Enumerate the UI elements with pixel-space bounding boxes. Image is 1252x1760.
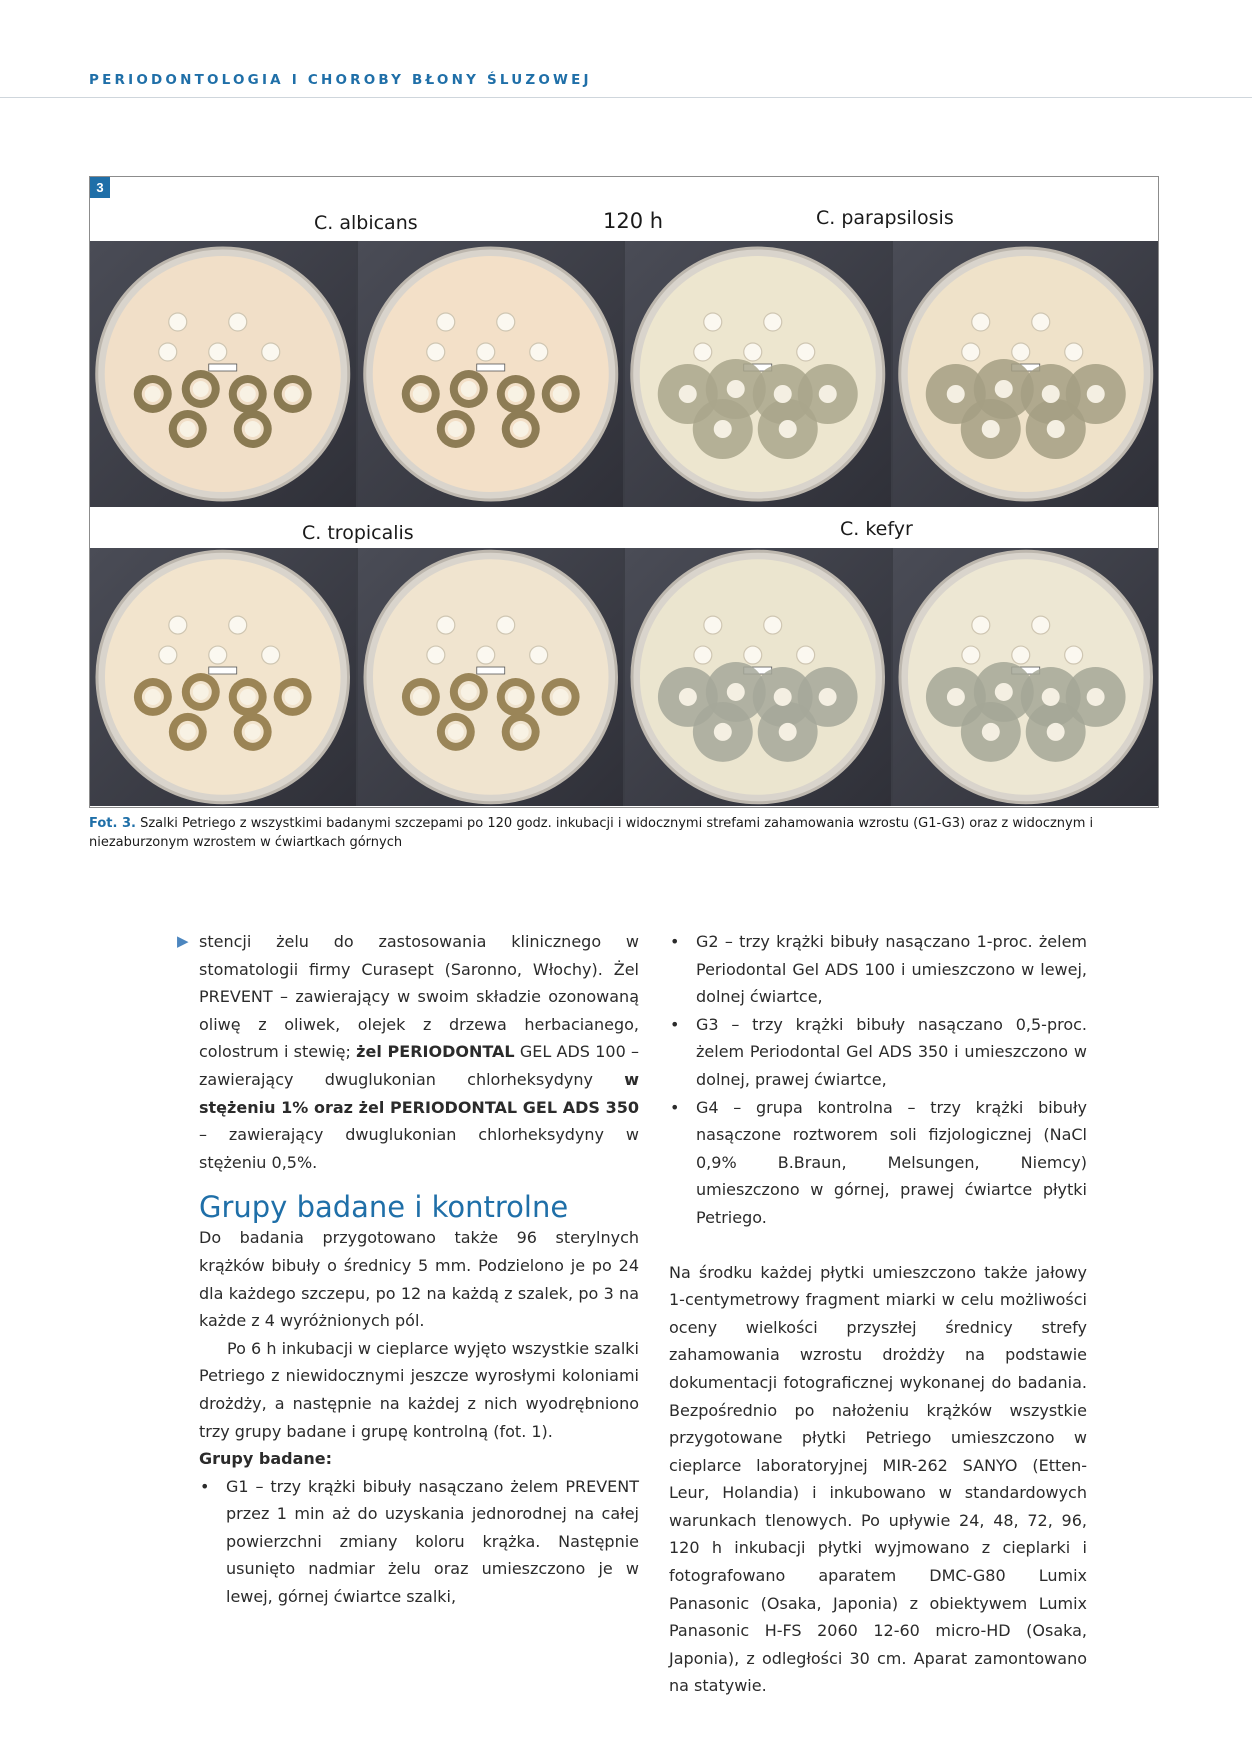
group-list <box>199 1473 639 1611</box>
list-item-g1: • G1 – trzy krążki bibuły nasączano żelem PREVENT przez 1 min aż do uzyskania jednorodnej na całej powierzchni zmiany koloru krążka. Następnie usunięto nadmiar żelu oraz umieszczono je w lewej, górnej ćwiartce szalki, <box>199 1473 639 1611</box>
label-c-kefyr: C. kefyr <box>840 518 913 540</box>
text-span: stencji żelu do zastosowania klinicznego w stomatologii firmy Curasept (Saronno, Włochy). Żel PREVENT – zawierający w swoim składzie ozonowaną oliwę z oliwek, olejek z drzewa herbacianego, colostrum i stewię; <box>199 932 639 1062</box>
list-item-g4: • G4 – grupa kontrolna – trzy krążki bibuły nasączone roztworem soli fizjologicznej (NaCl 0,9% B.Braun, Melsungen, Niemcy) umieszczono w górnej, prawej ćwiartce płytki Petriego. <box>669 1094 1087 1232</box>
petri-dish-photo <box>625 241 891 507</box>
label-c-albicans: C. albicans <box>314 212 418 234</box>
plate-photos-bottom <box>90 548 1158 806</box>
list-item-g3: • G3 – trzy krążki bibuły nasączano 0,5-proc. żelem Periodontal Gel ADS 350 i umieszczono w dolnej, prawej ćwiartce, <box>669 1011 1087 1094</box>
label-time: 120 h <box>603 209 664 233</box>
bold-span: w stężeniu 1% oraz żel PERIODONTAL GEL ADS 350 <box>199 1069 639 1117</box>
figure-caption <box>89 814 1169 852</box>
paragraph-incubation: Po 6 h inkubacji w cieplarce wyjęto wszystkie szalki Petriego z niewidocznymi jeszcze wyrosłymi koloniami drożdży, a następnie na każdej z nich wyodrębniono trzy grupy badane i grupę kontrolną (fot. 1). <box>199 1338 639 1441</box>
bold-span: żel PERIODONTAL <box>356 1042 515 1062</box>
plate-photos-top <box>90 241 1158 507</box>
petri-dish-photo <box>625 548 891 806</box>
label-c-parapsilosis: C. parapsilosis <box>816 207 954 229</box>
text-span: – zawierający dwuglukonian chlorheksydyny w stężeniu 0,5%. <box>199 1125 639 1172</box>
petri-dish-illustration <box>358 548 624 806</box>
running-head: PERIODONTOLOGIA I CHOROBY BŁONY ŚLUZOWEJ <box>89 72 592 88</box>
petri-dish-photo <box>358 241 624 507</box>
petri-dish-photo <box>358 548 624 806</box>
petri-dish-illustration <box>90 548 356 806</box>
petri-dish-photo <box>90 548 356 806</box>
figure-3 <box>89 176 1159 808</box>
header-rule <box>0 97 1252 98</box>
label-c-tropicalis: C. tropicalis <box>302 522 414 544</box>
paragraph-gels <box>199 928 639 1176</box>
petri-dish-photo <box>893 548 1159 806</box>
petri-dish-illustration <box>625 548 891 806</box>
petri-dish-illustration <box>358 241 624 507</box>
subheading-groups: Grupy badane: <box>199 1449 333 1469</box>
paragraph-disks: Do badania przygotowano także 96 sterylnych krążków bibuły o średnicy 5 mm. Podzielono je po 24 dla każdego szczepu, po 12 na każdą z szalek, po 3 na każde z 4 wyróżnionych pól. <box>199 1228 639 1331</box>
section-heading: Grupy badane i kontrolne <box>199 1190 569 1225</box>
petri-dish-photo <box>90 241 356 507</box>
caption-prefix: Fot. 3. <box>89 816 136 831</box>
petri-dish-illustration <box>625 241 891 507</box>
figure-number: 3 <box>90 177 110 198</box>
petri-dish-illustration <box>893 241 1159 507</box>
list-item-g2: • G2 – trzy krążki bibuły nasączano 1-proc. żelem Periodontal Gel ADS 100 i umieszczono w lewej, dolnej ćwiartce, <box>669 928 1087 1011</box>
right-column <box>669 928 1087 1700</box>
caption-text: Szalki Petriego z wszystkimi badanymi szczepami po 120 godz. inkubacji i widocznymi strefami zahamowania wzrostu (G1-G3) oraz z widocznym i niezaburzonym wzrostem w ćwiartkach górnych <box>89 816 1094 850</box>
petri-dish-illustration <box>893 548 1159 806</box>
text-span: GEL ADS 100 – zawierający dwuglukonian chlorheksydyny <box>199 1042 639 1089</box>
group-list-continued <box>669 928 1087 1232</box>
petri-dish-photo <box>893 241 1159 507</box>
paragraph-methods: Na środku każdej płytki umieszczono także jałowy 1-centymetrowy fragment miarki w celu możliwości oceny wielkości przyszłej średnicy strefy zahamowania wzrostu drożdży na podstawie dokumentacji fotograficznej wykonanej do badania. Bezpośrednio po nałożeniu krążków wszystkie przygotowane płytki Petriego umieszczono w cieplarce laboratoryjnej MIR-262 SANYO (Etten-Leur, Holandia) i inkubowano w standardowych warunkach tlenowych. Po upływie 24, 48, 72, 96, 120 h inkubacji płytki wyjmowano z cieplarki i fotografowano aparatem DMC-G80 Lumix Panasonic (Osaka, Japonia) z obiektywem Lumix Panasonic H-FS 2060 12-60 micro-HD (Osaka, Japonia), z odległości 30 cm. Aparat zamontowano na statywie. <box>669 1262 1087 1696</box>
petri-dish-illustration <box>90 241 356 507</box>
continuation-arrow-icon: ▶ <box>177 932 189 950</box>
left-column <box>177 928 639 1611</box>
